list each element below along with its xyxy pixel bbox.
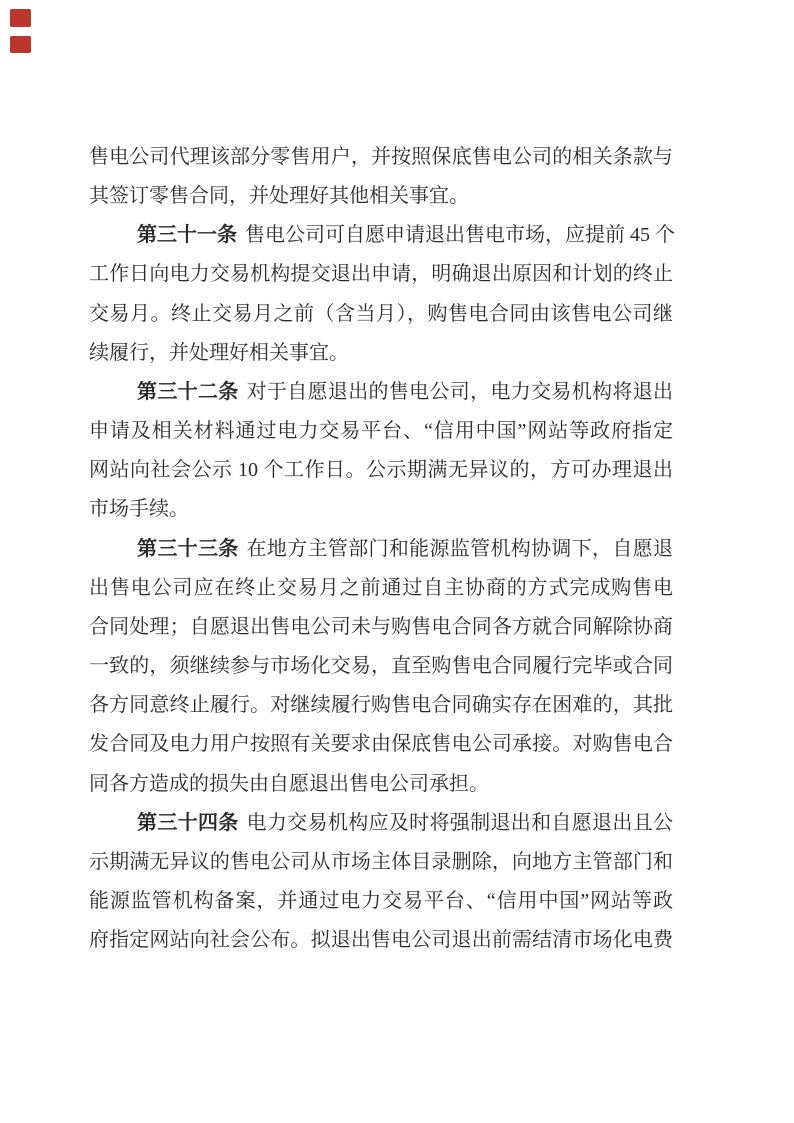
red-mark-icon	[10, 9, 31, 27]
document-line	[89, 216, 673, 255]
document-line	[89, 765, 673, 804]
document-line	[89, 686, 673, 725]
document-line	[89, 412, 673, 451]
document-line	[89, 843, 673, 882]
line-text: 网站向社会公示 10 个工作日。公示期满无异议的，方可办理退出	[89, 459, 673, 482]
line-text: 售电公司可自愿申请退出售电市场，应提前 45 个	[245, 224, 675, 247]
line-text: 电力交易机构应及时将强制退出和自愿退出且公	[246, 811, 674, 834]
document-line	[89, 490, 673, 529]
document-line	[89, 882, 673, 921]
line-text: 发合同及电力用户按照有关要求由保底售电公司承接。对购售电合	[89, 733, 673, 756]
article-number: 第三十一条	[137, 224, 237, 247]
line-text: 府指定网站向社会公布。拟退出售电公司退出前需结清市场化电费	[89, 929, 673, 952]
line-text: 对于自愿退出的售电公司，电力交易机构将退出	[246, 380, 674, 403]
document-line	[89, 255, 673, 294]
line-text: 在地方主管部门和能源监管机构协调下，自愿退	[246, 537, 674, 560]
document-line	[89, 451, 673, 490]
article-number: 第三十四条	[137, 811, 239, 834]
line-text: 能源监管机构备案，并通过电力交易平台、“信用中国”网站等政	[89, 889, 673, 912]
document-line	[89, 921, 673, 960]
line-text: 示期满无异议的售电公司从市场主体目录删除，向地方主管部门和	[89, 850, 673, 873]
document-line	[89, 608, 673, 647]
document-line	[89, 373, 673, 412]
line-text: 合同处理；自愿退出售电公司未与购售电合同各方就合同解除协商	[89, 615, 673, 638]
line-text: 工作日向电力交易机构提交退出申请，明确退出原因和计划的终止	[89, 263, 673, 286]
document-line	[89, 647, 673, 686]
article-number: 第三十二条	[137, 380, 239, 403]
document-line	[89, 177, 673, 216]
line-text: 申请及相关材料通过电力交易平台、“信用中国”网站等政府指定	[89, 420, 673, 443]
document-body	[89, 138, 673, 960]
line-text: 售电公司代理该部分零售用户，并按照保底售电公司的相关条款与	[89, 146, 673, 168]
document-line	[89, 334, 673, 373]
article-number: 第三十三条	[137, 537, 239, 560]
line-text: 续履行，并处理好相关事宜。	[89, 341, 349, 364]
document-line	[89, 138, 673, 177]
line-text: 交易月。终止交易月之前（含当月），购售电合同由该售电公司继	[89, 302, 673, 325]
document-line	[89, 804, 673, 843]
line-text: 出售电公司应在终止交易月之前通过自主协商的方式完成购售电	[89, 576, 673, 599]
document-line	[89, 530, 673, 569]
document-line	[89, 569, 673, 608]
document-line	[89, 295, 673, 334]
line-text: 一致的，须继续参与市场化交易，直至购售电合同履行完毕或合同	[89, 655, 673, 678]
line-text: 各方同意终止履行。对继续履行购售电合同确实存在困难的，其批	[89, 694, 673, 717]
document-line	[89, 725, 673, 764]
line-text: 同各方造成的损失由自愿退出售电公司承担。	[89, 772, 489, 795]
line-text: 市场手续。	[89, 498, 189, 521]
red-mark-icon	[10, 36, 31, 53]
line-text: 其签订零售合同，并处理好其他相关事宜。	[89, 185, 469, 208]
